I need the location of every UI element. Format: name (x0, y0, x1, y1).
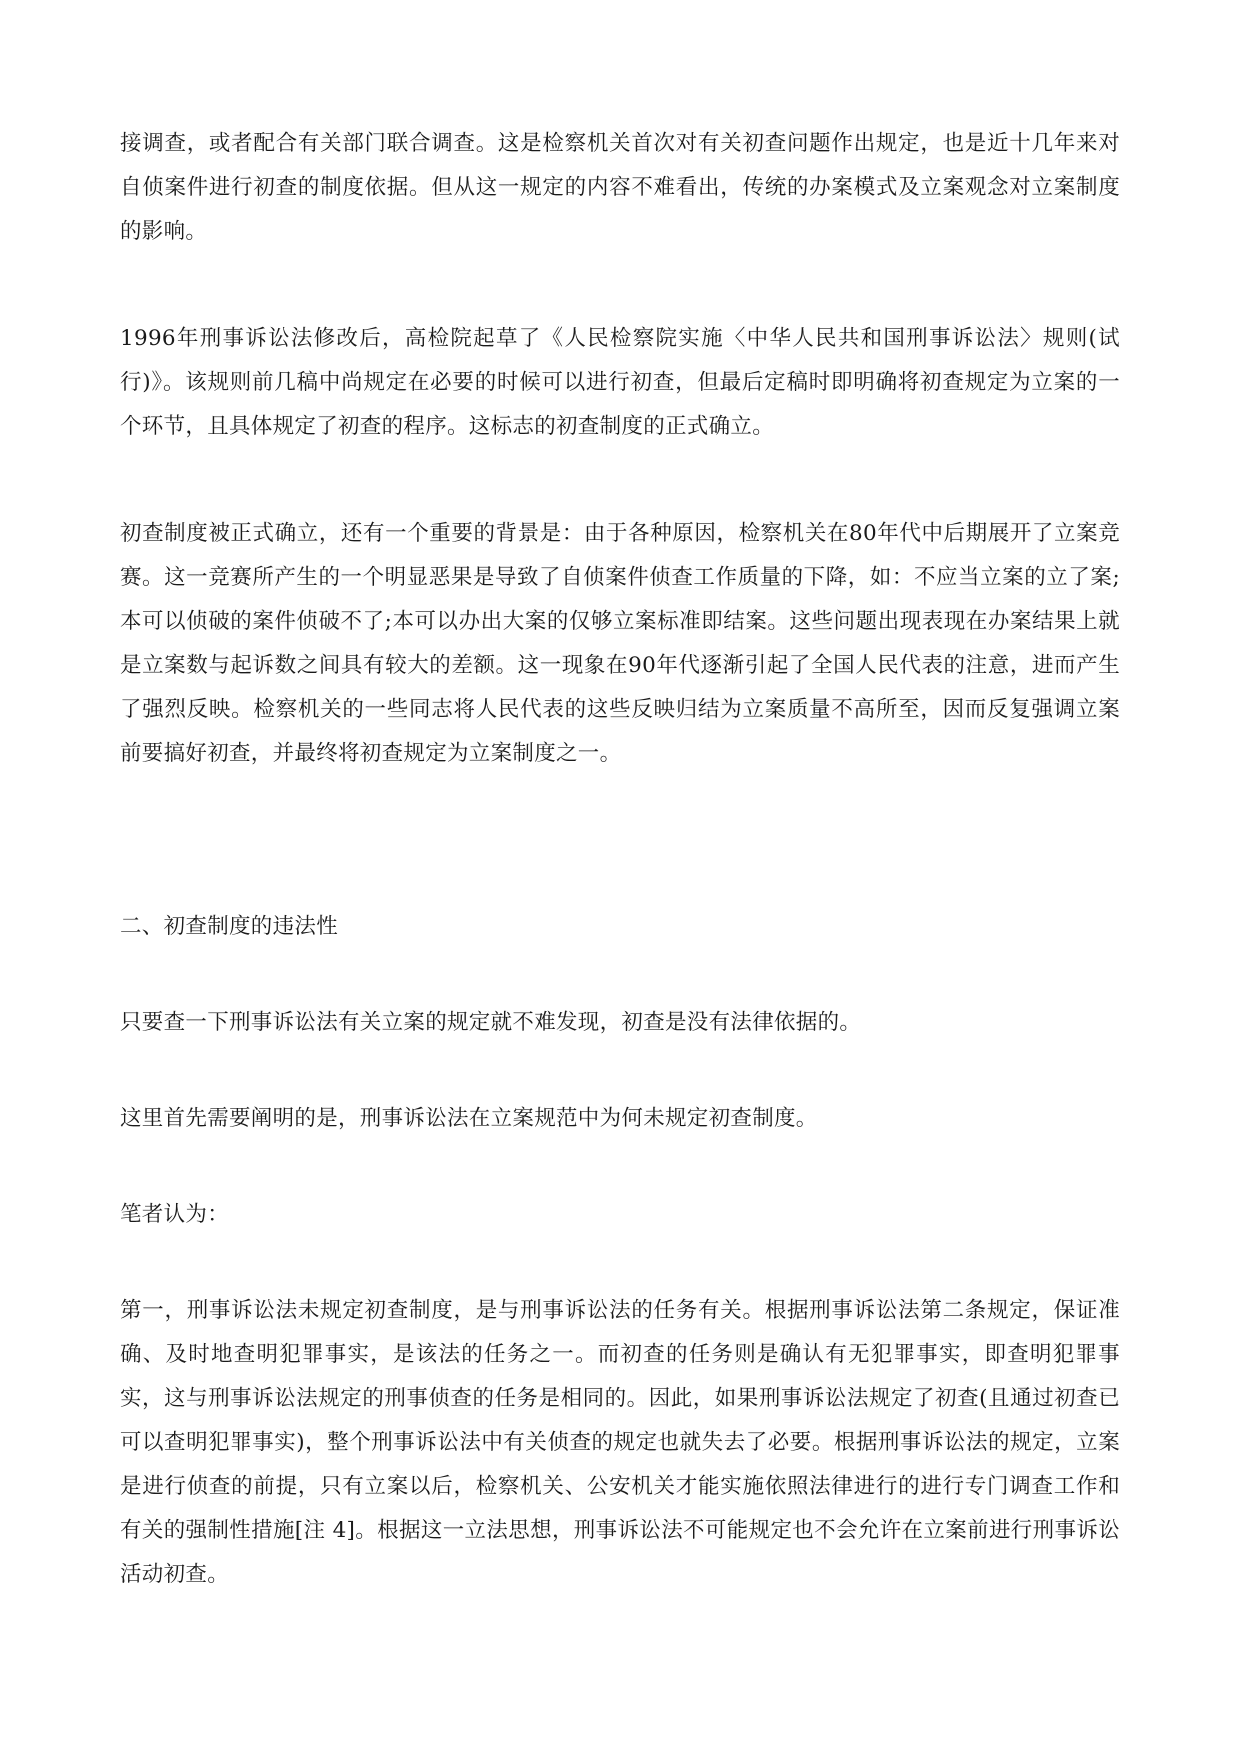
paragraph-author-view: 笔者认为： (120, 1202, 230, 1227)
paragraph-background: 初查制度被正式确立，还有一个重要的背景是：由于各种原因，检察机关在80年代中后期展开了立案竞赛。这一竞赛所产生的一个明显恶果是导致了自侦案件侦查工作质量的下降，如：不应当立案的立了案;本可以侦破的案件侦破不了;本可以办出大案的仅够立案标准即结案。这些问题出现表现在办案结果上就是立案数与起诉数之间具有较大的差额。这一现象在90年代逐渐引起了全国人民代表的注意，进而产生了强烈反映。检察机关的一些同志将人民代表的这些反映归结为立案质量不高所至，因而反复强调立案前要搞好初查，并最终将初查规定为立案制度之一。 (120, 521, 1120, 766)
section-heading: 二、初查制度的违法性 (120, 914, 339, 939)
paragraph-1996-rules: 1996年刑事诉讼法修改后，高检院起草了《人民检察院实施〈中华人民共和国刑事诉讼法〉规则(试行)》。该规则前几稿中尚规定在必要的时候可以进行初查，但最后定稿时即明确将初查规定为立案的一个环节，且具体规定了初查的程序。这标志的初查制度的正式确立。 (120, 326, 1120, 439)
paragraph-no-legal-basis: 只要查一下刑事诉讼法有关立案的规定就不难发现，初查是没有法律依据的。 (120, 1010, 862, 1035)
paragraph-intro-continuation: 接调查，或者配合有关部门联合调查。这是检察机关首次对有关初查问题作出规定，也是近十几年来对自侦案件进行初查的制度依据。但从这一规定的内容不难看出，传统的办案模式及立案观念对立案制度的影响。 (120, 131, 1120, 244)
paragraph-question: 这里首先需要阐明的是，刑事诉讼法在立案规范中为何未规定初查制度。 (120, 1106, 818, 1131)
paragraph-first-reason: 第一，刑事诉讼法未规定初查制度，是与刑事诉讼法的任务有关。根据刑事诉讼法第二条规定，保证准确、及时地查明犯罪事实，是该法的任务之一。而初查的任务则是确认有无犯罪事实，即查明犯罪事实，这与刑事诉讼法规定的刑事侦查的任务是相同的。因此，如果刑事诉讼法规定了初查(且通过初查已可以查明犯罪事实)，整个刑事诉讼法中有关侦查的规定也就失去了必要。根据刑事诉讼法的规定，立案是进行侦查的前提，只有立案以后，检察机关、公安机关才能实施依照法律进行的进行专门调查工作和有关的强制性措施[注 4]。根据这一立法思想，刑事诉讼法不可能规定也不会允许在立案前进行刑事诉讼活动初查。 (120, 1298, 1120, 1587)
